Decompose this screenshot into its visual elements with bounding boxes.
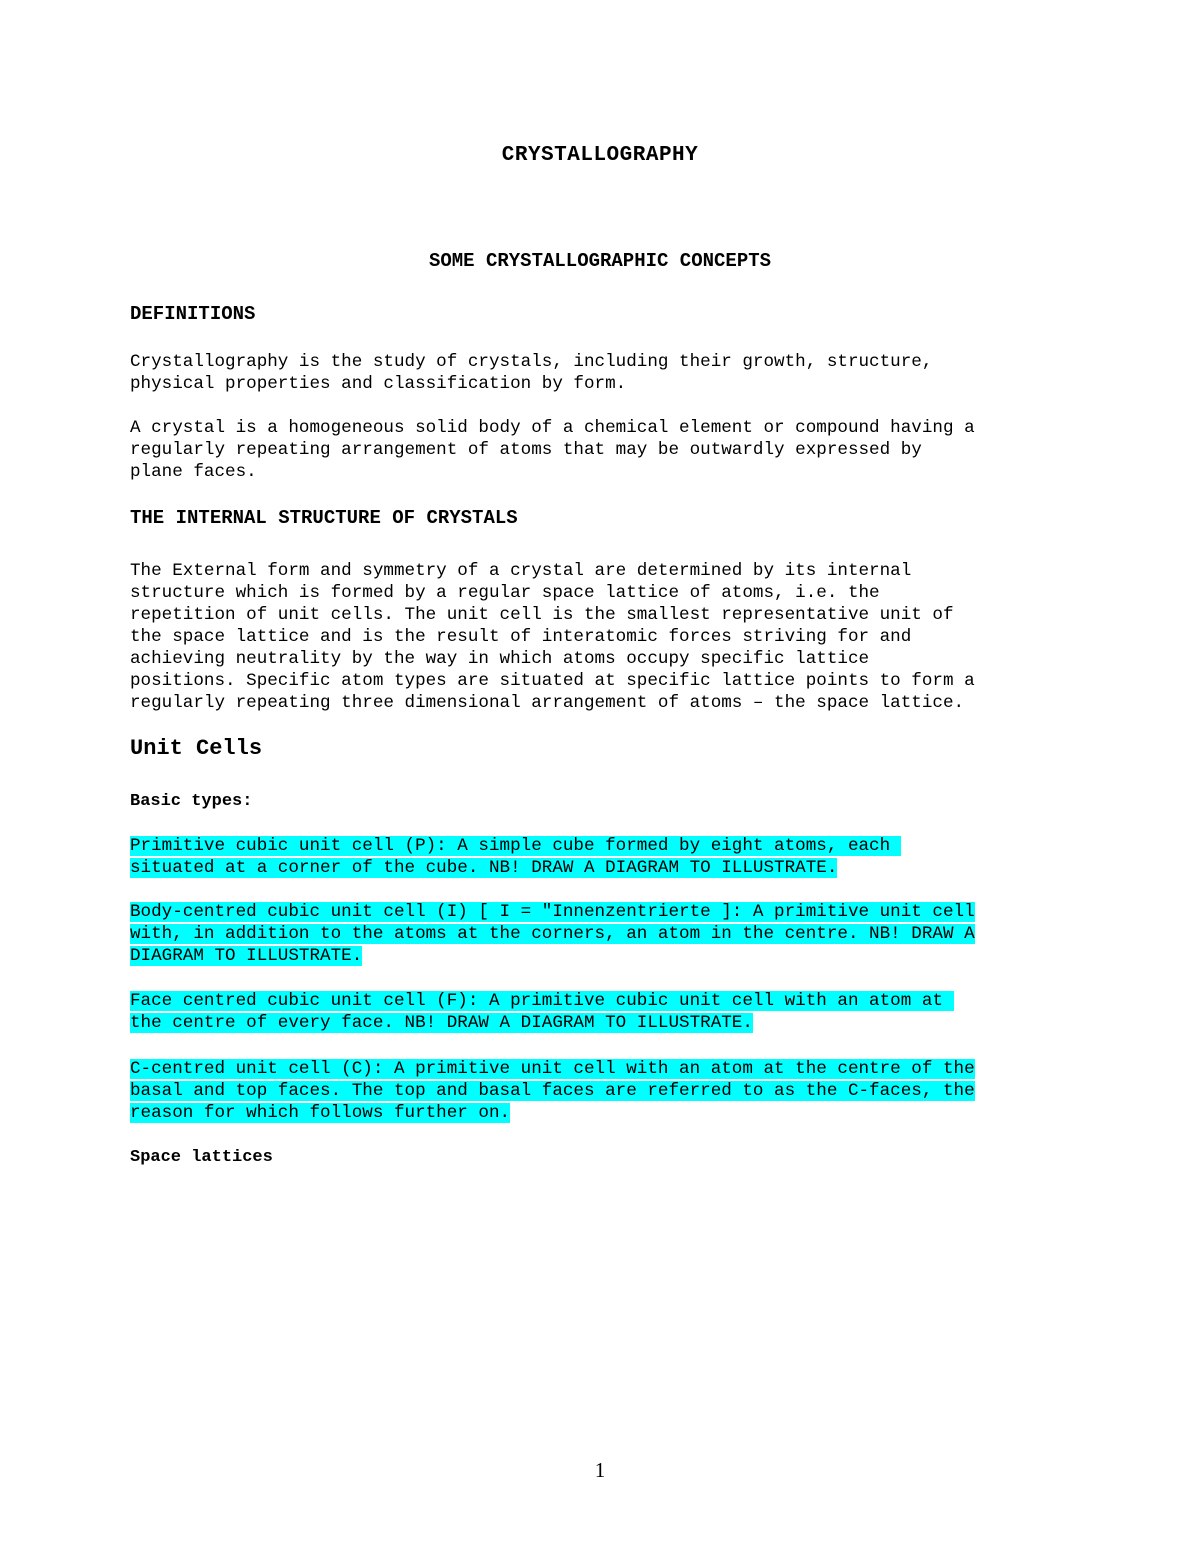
internal-structure-paragraph: The External form and symmetry of a crystal are determined by its internal structure which is formed by a regular space lattice of atoms, i.e. the repetition of unit cells. The unit cell is the smallest representative unit of the space lattice and is the result of interatomic forces striving for and achieving neutrality by the way in which atoms occupy specific lattice positions. Specific atom types are situated at specific lattice points to form a regularly repeating three dimensional arrangement of atoms – the space lattice. [130,561,975,713]
section-title: SOME CRYSTALLOGRAPHIC CONCEPTS [428,250,772,272]
body-centred-cell-highlight: Body-centred cubic unit cell (I) [ I = "Innenzentrierte ]: A primitive unit cell with, in addition to the atoms at the corners, an atom in the centre. NB! DRAW A DIAGRAM TO ILLUSTRATE. [130,902,975,966]
c-centred-cell-paragraph [130,1058,1090,1124]
space-lattices-label: Space lattices [130,1148,273,1167]
body-centred-cell-paragraph [130,901,1090,967]
definition-crystallography: Crystallography is the study of crystals, including their growth, structure, physical properties and classification by form. [130,352,933,394]
definitions-heading: DEFINITIONS [130,303,256,325]
basic-types-label: Basic types: [130,792,253,811]
document-title: CRYSTALLOGRAPHY [501,144,699,167]
page-number: 1 [594,1458,606,1482]
c-centred-cell-highlight: C-centred unit cell (C): A primitive unit cell with an atom at the centre of the basal and top faces. The top and basal faces are referred to as the C-faces, the reason for which follows further on. [130,1059,975,1123]
unit-cells-heading: Unit Cells [130,736,263,761]
primitive-cell-highlight: Primitive cubic unit cell (P): A simple cube formed by eight atoms, each situated at a corner of the cube. NB! DRAW A DIAGRAM TO ILLUSTRATE. [130,836,901,878]
internal-structure-heading: THE INTERNAL STRUCTURE OF CRYSTALS [130,507,518,529]
face-centred-cell-paragraph [130,990,1090,1034]
definition-crystal: A crystal is a homogeneous solid body of a chemical element or compound having a regularly repeating arrangement of atoms that may be outwardly expressed by plane faces. [130,418,975,482]
face-centred-cell-highlight: Face centred cubic unit cell (F): A primitive cubic unit cell with an atom at the centre of every face. NB! DRAW A DIAGRAM TO ILLUSTRATE. [130,991,954,1033]
primitive-cell-paragraph [130,835,1090,879]
